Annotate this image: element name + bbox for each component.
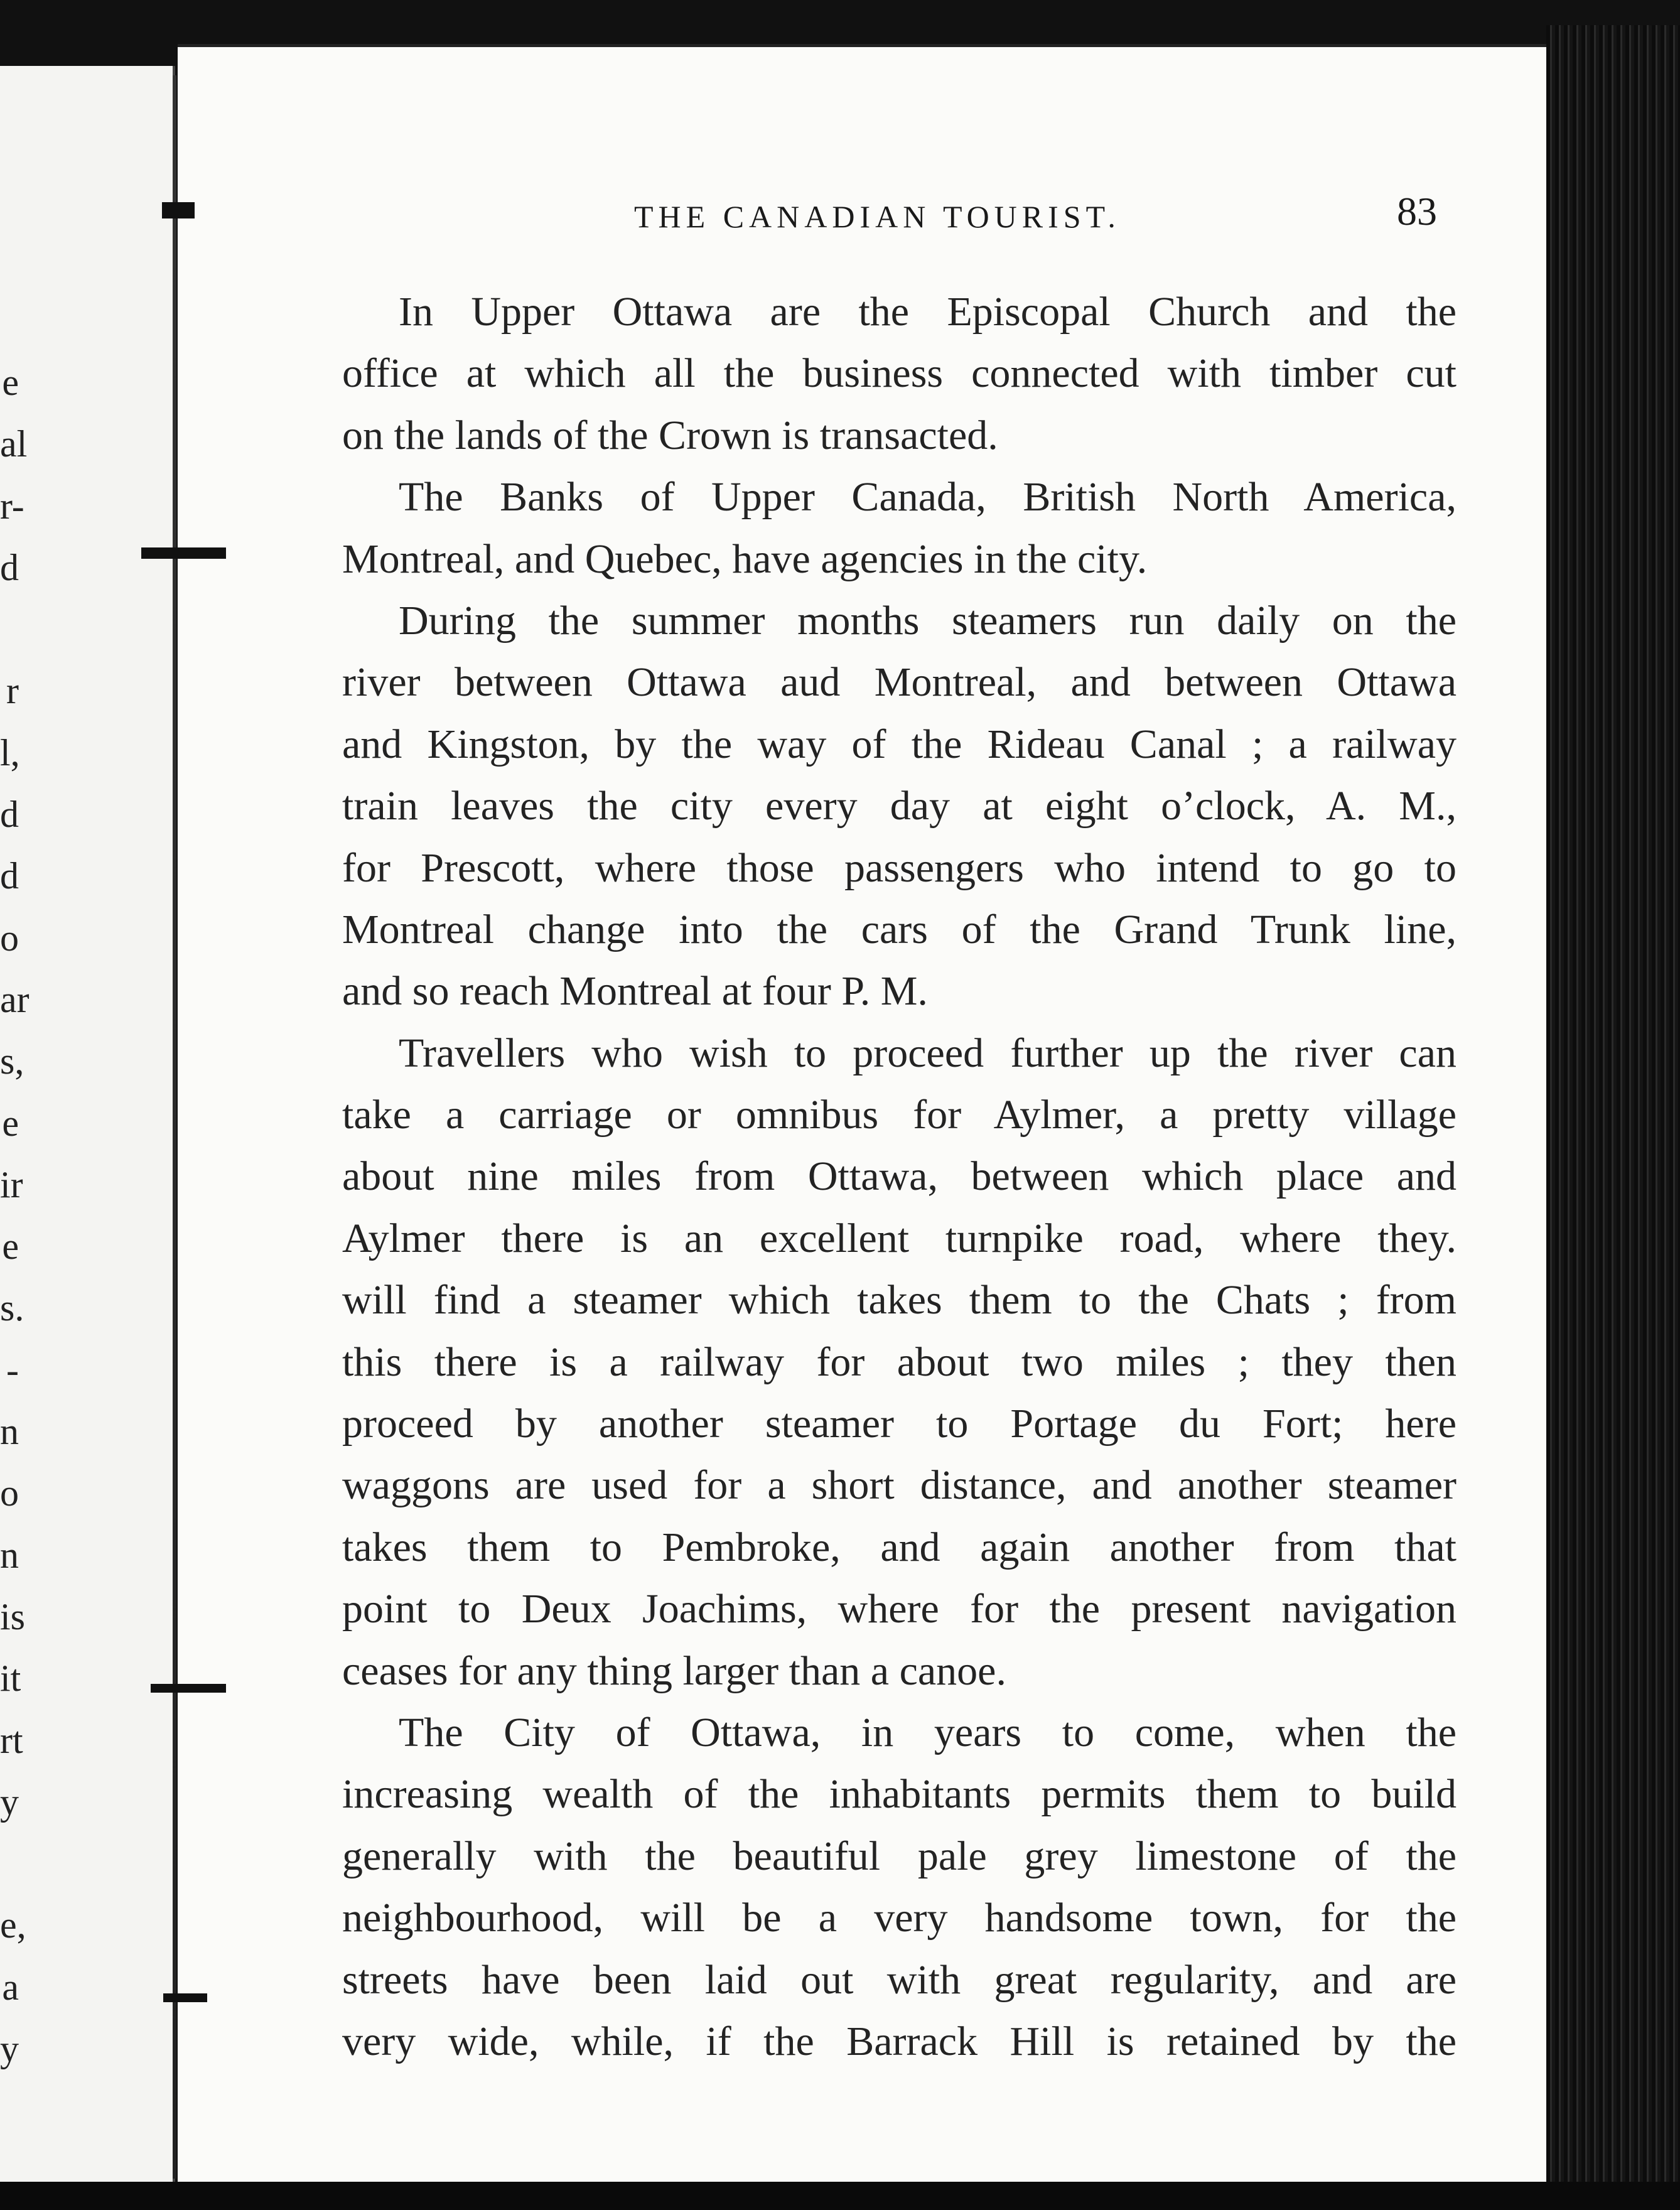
left-fragment: al bbox=[0, 423, 28, 465]
left-fragment: d bbox=[0, 855, 19, 897]
left-page-text-fragments bbox=[0, 352, 30, 2079]
left-fragment: n bbox=[0, 1534, 19, 1576]
binding-knot bbox=[162, 202, 195, 218]
left-fragment: e bbox=[2, 1226, 19, 1268]
scan-border bbox=[0, 2182, 1680, 2210]
text-line: Aylmer there is an excellent turnpike road, where they. bbox=[342, 1215, 1457, 1261]
left-fragment: rt bbox=[0, 1719, 23, 1761]
left-fragment: o bbox=[0, 1472, 19, 1514]
text-line: and Kingston, by the way of the Rideau Canal ; a railway bbox=[342, 721, 1457, 767]
left-fragment bbox=[0, 598, 19, 660]
left-fragment: s, bbox=[0, 1040, 24, 1082]
text-line: Montreal change into the cars of the Grand Trunk line, bbox=[342, 906, 1457, 952]
text-line: The City of Ottawa, in years to come, when the bbox=[399, 1709, 1457, 1755]
text-line: river between Ottawa aud Montreal, and between Ottawa bbox=[342, 659, 1457, 706]
text-line: In Upper Ottawa are the Episcopal Church and the bbox=[399, 289, 1457, 335]
text-line: Montreal, and Quebec, have agencies in the city. bbox=[342, 536, 1148, 582]
text-line: very wide, while, if the Barrack Hill is retained by the bbox=[342, 2018, 1457, 2064]
text-line: streets have been laid out with great regularity, and are bbox=[342, 1956, 1457, 2003]
left-fragment: r bbox=[6, 670, 19, 712]
binding-knot bbox=[163, 1993, 207, 2002]
text-line: for Prescott, where those passengers who intend to go to bbox=[342, 844, 1457, 891]
text-line: takes them to Pembroke, and again another from that bbox=[342, 1524, 1457, 1570]
text-line: Travellers who wish to proceed further up the river can bbox=[399, 1030, 1457, 1076]
body-text bbox=[342, 281, 1457, 2073]
left-fragment: e bbox=[2, 362, 19, 403]
text-line: train leaves the city every day at eight o’clock, A. M., bbox=[342, 783, 1457, 829]
page-header bbox=[634, 188, 1680, 239]
text-line: about nine miles from Ottawa, between which place and bbox=[342, 1153, 1457, 1200]
left-fragment: - bbox=[6, 1349, 19, 1391]
text-line: will find a steamer which takes them to the Chats ; from bbox=[342, 1277, 1457, 1323]
text-line: office at which all the business connected with timber cut bbox=[342, 350, 1457, 397]
left-fragment: d bbox=[0, 546, 19, 588]
text-line: increasing wealth of the inhabitants permits them to build bbox=[342, 1771, 1457, 1818]
left-fragment: d bbox=[0, 794, 19, 836]
binding-knot bbox=[141, 547, 226, 559]
left-fragment: l, bbox=[0, 731, 20, 774]
text-line: proceed by another steamer to Portage du Fort; here bbox=[342, 1401, 1457, 1447]
left-fragment: r- bbox=[0, 485, 24, 527]
text-line: waggons are used for a short distance, and another steamer bbox=[342, 1462, 1457, 1509]
left-fragment: ar bbox=[0, 978, 30, 1020]
left-fragment: e, bbox=[0, 1904, 26, 1946]
page-number: 83 bbox=[1397, 189, 1437, 234]
left-fragment bbox=[0, 1833, 19, 1894]
text-line: The Banks of Upper Canada, British North America, bbox=[399, 474, 1457, 520]
text-line: generally with the beautiful pale grey limestone of the bbox=[342, 1833, 1457, 1879]
binding-knot bbox=[151, 1684, 226, 1693]
left-fragment: a bbox=[2, 1966, 19, 2008]
left-fragment: ir bbox=[0, 1163, 23, 1205]
text-line: and so reach Montreal at four P. M. bbox=[342, 968, 928, 1015]
text-line: ceases for any thing larger than a canoe. bbox=[342, 1647, 1006, 1694]
text-line: on the lands of the Crown is transacted. bbox=[342, 412, 998, 458]
binding-thread bbox=[173, 75, 176, 2179]
left-fragment: is bbox=[0, 1595, 26, 1637]
left-fragment: s. bbox=[0, 1287, 24, 1329]
text-line: this there is a railway for about two miles ; they then bbox=[342, 1339, 1457, 1385]
left-fragment: y bbox=[0, 2028, 19, 2070]
left-fragment: o bbox=[0, 917, 19, 959]
left-fragment: n bbox=[0, 1411, 19, 1453]
page-edges bbox=[1546, 25, 1680, 2185]
left-fragment: y bbox=[0, 1781, 19, 1823]
left-facing-page bbox=[0, 66, 175, 2182]
running-title: THE CANADIAN TOURIST. bbox=[634, 199, 1121, 234]
text-line: point to Deux Joachims, where for the present navigation bbox=[342, 1586, 1457, 1632]
text-line: During the summer months steamers run daily on the bbox=[399, 597, 1457, 644]
left-fragment: it bbox=[0, 1658, 21, 1700]
text-line: neighbourhood, will be a very handsome town, for the bbox=[342, 1895, 1457, 1941]
left-fragment: e bbox=[2, 1102, 19, 1144]
text-line: take a carriage or omnibus for Aylmer, a pretty village bbox=[342, 1092, 1457, 1138]
